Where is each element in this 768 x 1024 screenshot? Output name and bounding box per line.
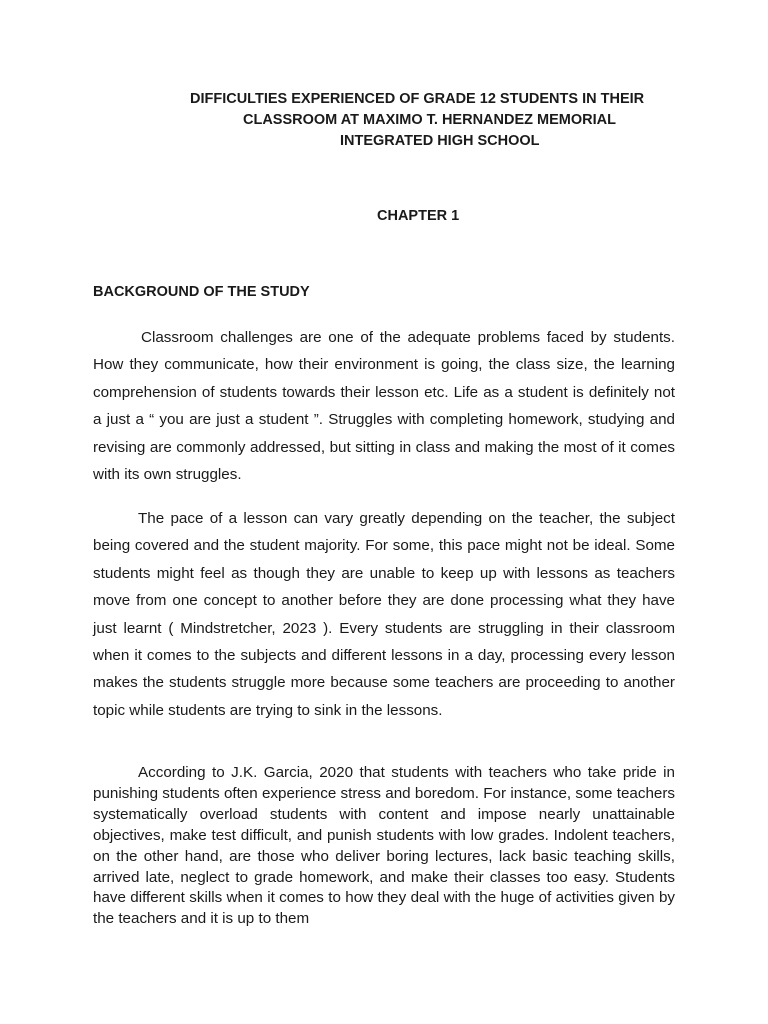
document-title-line-1: DIFFICULTIES EXPERIENCED OF GRADE 12 STUDENTS IN THEIR (190, 91, 645, 107)
document-title-line-3: INTEGRATED HIGH SCHOOL (340, 133, 540, 149)
chapter-heading: CHAPTER 1 (377, 208, 460, 224)
section-heading: BACKGROUND OF THE STUDY (93, 284, 310, 300)
paragraph-1: Classroom challenges are one of the adequate problems faced by students. How they communicate, how their environment is going, the class size, the learning comprehension of students towards their lesson etc. Life as a student is definitely not a just a “ you are just a student ”. Struggles with completing homework, studying and revising are commonly addressed, but sitting in class and making the most of it comes with its own struggles. (93, 329, 675, 484)
document-title-line-2: CLASSROOM AT MAXIMO T. HERNANDEZ MEMORIAL (243, 112, 616, 128)
paragraph-2: The pace of a lesson can vary greatly depending on the teacher, the subject being covered and the student majority. For some, this pace might not be ideal. Some students might feel as though they are unable to keep up with lessons as teachers move from one concept to another before they are done processing what they have just learnt ( Mindstretcher, 2023 ). Every students are struggling in their classroom when it comes to the subjects and different lessons in a day, processing every lesson makes the students struggle more because some teachers are proceeding to another topic while students are trying to sink in the lessons. (93, 510, 675, 719)
paragraph-3: According to J.K. Garcia, 2020 that students with teachers who take pride in punishing students often experience stress and boredom. For instance, some teachers systematically overload students with content and impose nearly unattainable objectives, make test difficult, and punish students with low grades. Indolent teachers, on the other hand, are those who deliver boring lectures, lack basic teaching skills, arrived late, neglect to grade homework, and make their classes too easy. Students have different skills when it comes to how they deal with the huge of activities given by the teachers and it is up to them (93, 764, 675, 928)
